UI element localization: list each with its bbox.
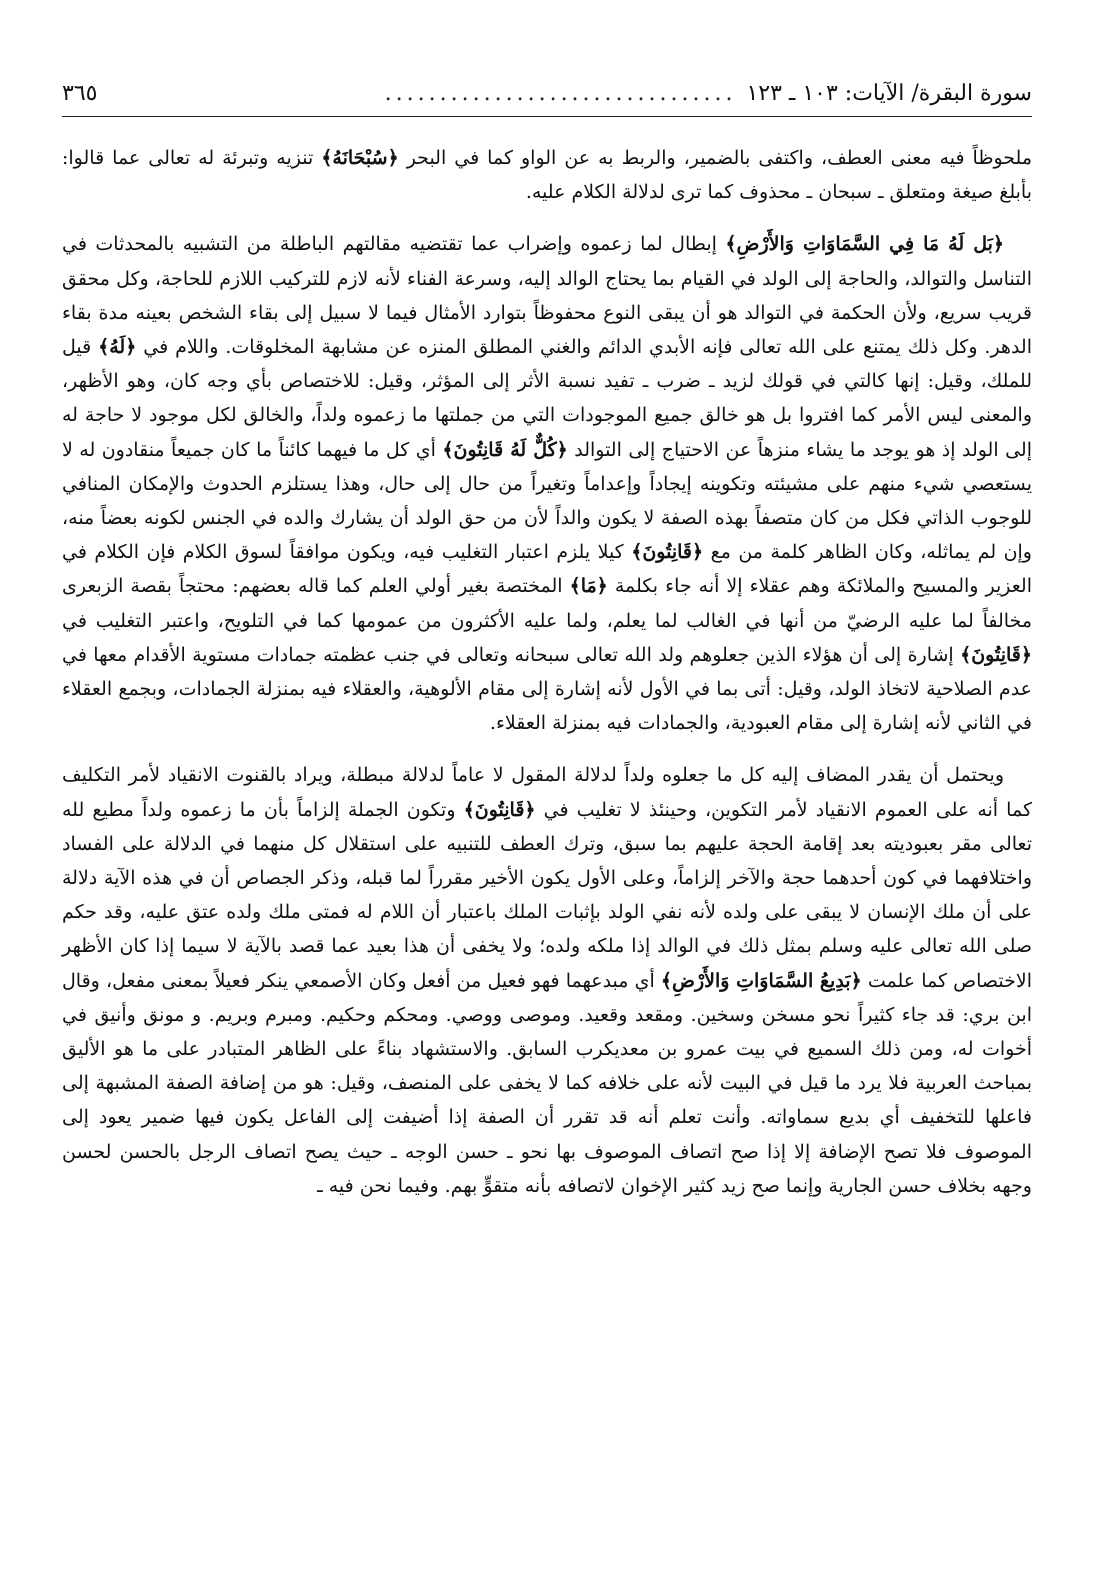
- header-leader-dots: ................................: [384, 81, 737, 106]
- quran-quote: ﴿قَانِتُونَ﴾: [960, 643, 1032, 666]
- text-run: وتكون الجملة إلزاماً بأن ما زعموه ولداً مطيع لله تعالى مقر بعبوديته بعد إقامة الحجة عليهم بما سبق، وترك العطف للتنبيه على استقلال كل منهما في الدلالة على الفساد واختلافهما في كون أحدهما حجة والآخر إلزاماً، وعلى الأول يكون الأخير مقرراً لما قبله، وذكر الجصاص أن في هذه الآية دلالة على أن ملك الإنسان لا يبقى على ولده لأنه نفي الولد بإثبات الملك باعتبار أن اللام له فمتى ملك ولده عتق عليه، وقد حكم صلى الله تعالى عليه وسلم بمثل ذلك في الوالد إذا ملكه ولده؛ ولا يخفى أن هذا بعيد عما قصد بالآية لا سيما إذا كان الأظهر الاختصاص كما علمت: [62, 798, 1032, 992]
- book-page: [62, 78, 1032, 1565]
- quran-quote: ﴿قَانِتُونَ﴾: [463, 798, 536, 821]
- quran-quote: ﴿قَانِتُونَ﴾: [631, 541, 704, 564]
- text-run: إبطال لما زعموه وإضراب عما تقتضيه مقالتهم الباطلة من التشبيه بالمحدثات في التناسل والتوالد، والحاجة إلى الولد في القيام بما يحتاج الوالد إليه، وسرعة الفناء لأنه لازم للتركيب اللازم للحاجة، وكل محقق قريب سريع، ولأن الحكمة في التوالد هو أن يبقى النوع محفوظاً بتوارد الأمثال فيما لا سبيل إلى بقاء الشخص بعينه مدة بقاء الدهر. وكل ذلك يمتنع على الله تعالى فإنه الأبدي الدائم والغني المطلق المنزه عن مشابهة المخلوقات. واللام في: [62, 233, 1032, 359]
- text-run: كيلا يلزم اعتبار التغليب فيه، ويكون موافقاً لسوق الكلام فإن الكلام في العزير والمسيح والملائكة وهم عقلاء إلا أنه جاء بكلمة: [62, 541, 1032, 598]
- page-number: ٣٦٥: [62, 81, 98, 106]
- quran-quote: ﴿سُبْحَانَهُ﴾: [321, 147, 399, 169]
- quran-quote: ﴿بَدِيعُ السَّمَاوَاتِ وَالأَرْضِ﴾: [660, 969, 862, 992]
- text-run: ويحتمل أن يقدر المضاف إليه كل ما جعلوه ولداً لدلالة المقول لا عاماً لدلالة مبطلة، ويراد بالقنوت الانقياد لأمر التكليف كما أنه على العموم الانقياد لأمر التكوين، وحينئذ لا تغليب في: [62, 764, 1032, 821]
- text-run: أي مبدعهما فهو فعيل من أفعل وكان الأصمعي ينكر فعيلاً بمعنى مفعل، وقال ابن بري: قد جاء كثيراً نحو مسخن وسخين. ومقعد وقعيد. وموصى ووصي. ومحكم وحكيم. ومبرم وبريم. و مونق وأنيق في أخوات له، ومن ذلك السميع في بيت عمرو بن معديكرب السابق. والاستشهاد بناءً على الظاهر المتبادر على ما هو الأليق بمباحث العربية فلا يرد ما قيل في البيت لأنه على خلافه كما لا يخفى على المنصف، وقيل: هو من إضافة الصفة المشبهة إلى فاعلها للتخفيف أي بديع سماواته. وأنت تعلم أنه قد تقرر أن الصفة إذا أضيفت إلى الفاعل يكون فيها ضمير يعود إلى الموصوف فلا تصح الإضافة إلا إذا صح اتصاف الموصوف بها نحو ـ حسن الوجه ـ حيث يصح اتصاف الرجل بالحسن لحسن وجهه بخلاف حسن الجارية وإنما صح زيد كثير الإخوان لاتصافه بأنه متقوٍّ بهم. وفيما نحن فيه ـ: [62, 969, 1033, 1197]
- quran-quote: ﴿لَهُ﴾: [98, 336, 137, 359]
- paragraph: [62, 758, 1032, 1203]
- text-run: تنزيه وتبرئة له تعالى عما قالوا: بأبلغ صيغة ومتعلق ـ سبحان ـ محذوف كما ترى لدلالة الكلام عليه.: [62, 147, 1032, 204]
- text-run: قيل للملك، وقيل: إنها كالتي في قولك لزيد ـ ضرب ـ تفيد نسبة الأثر إلى المؤثر، وقيل: للاختصاص بأي وجه كان، وهو الأظهر، والمعنى ليس الأمر كما افتروا بل هو خالق جميع الموجودات التي من جملتها ما زعموه ولداً، والخالق لكل موجود لا حاجة له إلى الولد إذ هو يوجد ما يشاء منزهاً عن الاحتياج إلى التوالد: [62, 336, 1032, 461]
- header-title: سورة البقرة/ الآيات: ١٠٣ ـ ١٢٣: [746, 81, 1032, 106]
- running-header: [62, 78, 1032, 117]
- text-run: المختصة بغير أولي العلم كما قاله بعضهم: محتجاً بقصة الزبعرى مخالفاً لما عليه الرضيّ من أنها في الغالب لما يعلم، ولما عليه الأكثرون من عمومها كما في التلويح، واعتبر التغليب في: [62, 575, 1032, 632]
- text-run: ملحوظاً فيه معنى العطف، واكتفى بالضمير، والربط به عن الواو كما في البحر: [398, 147, 1032, 169]
- body-text: [62, 141, 1032, 1203]
- text-run: أي كل ما فيهما كائناً ما كان جميعاً منقادون له لا يستعصي شيء منهم على مشيئته وتكوينه إيجاداً وإعداماً وتغيراً من حال إلى حال، وهذا يستلزم الحدوث والإمكان المنافي للوجوب الذاتي فكل من كان متصفاً بهذه الصفة لا يكون والداً لأن من حق الولد أن يشارك والده في الجنس لكونه بعضاً منه، وإن لم يماثله، وكان الظاهر كلمة من مع: [62, 438, 1032, 564]
- paragraph: [62, 227, 1032, 740]
- quran-quote: ﴿بَل لَهُ مَا فِي السَّمَاوَاتِ وَالأَرْضِ﴾: [725, 233, 1004, 256]
- quran-quote: ﴿كُلٌّ لَهُ قَانِتُونَ﴾: [442, 438, 568, 461]
- quran-quote: ﴿مَا﴾: [569, 575, 608, 598]
- text-run: إشارة إلى أن هؤلاء الذين جعلوهم ولد الله تعالى سبحانه وتعالى في جنب عظمته جمادات مستوية الأقدام معها في عدم الصلاحية لاتخاذ الولد، وقيل: أتى بما في الأول لأنه إشارة إلى مقام الألوهية، والعقلاء فيه بمنزلة الجمادات، وبجمع العقلاء في الثاني لأنه إشارة إلى مقام العبودية، والجمادات فيه بمنزلة العقلاء.: [62, 643, 1032, 735]
- paragraph: [62, 141, 1032, 209]
